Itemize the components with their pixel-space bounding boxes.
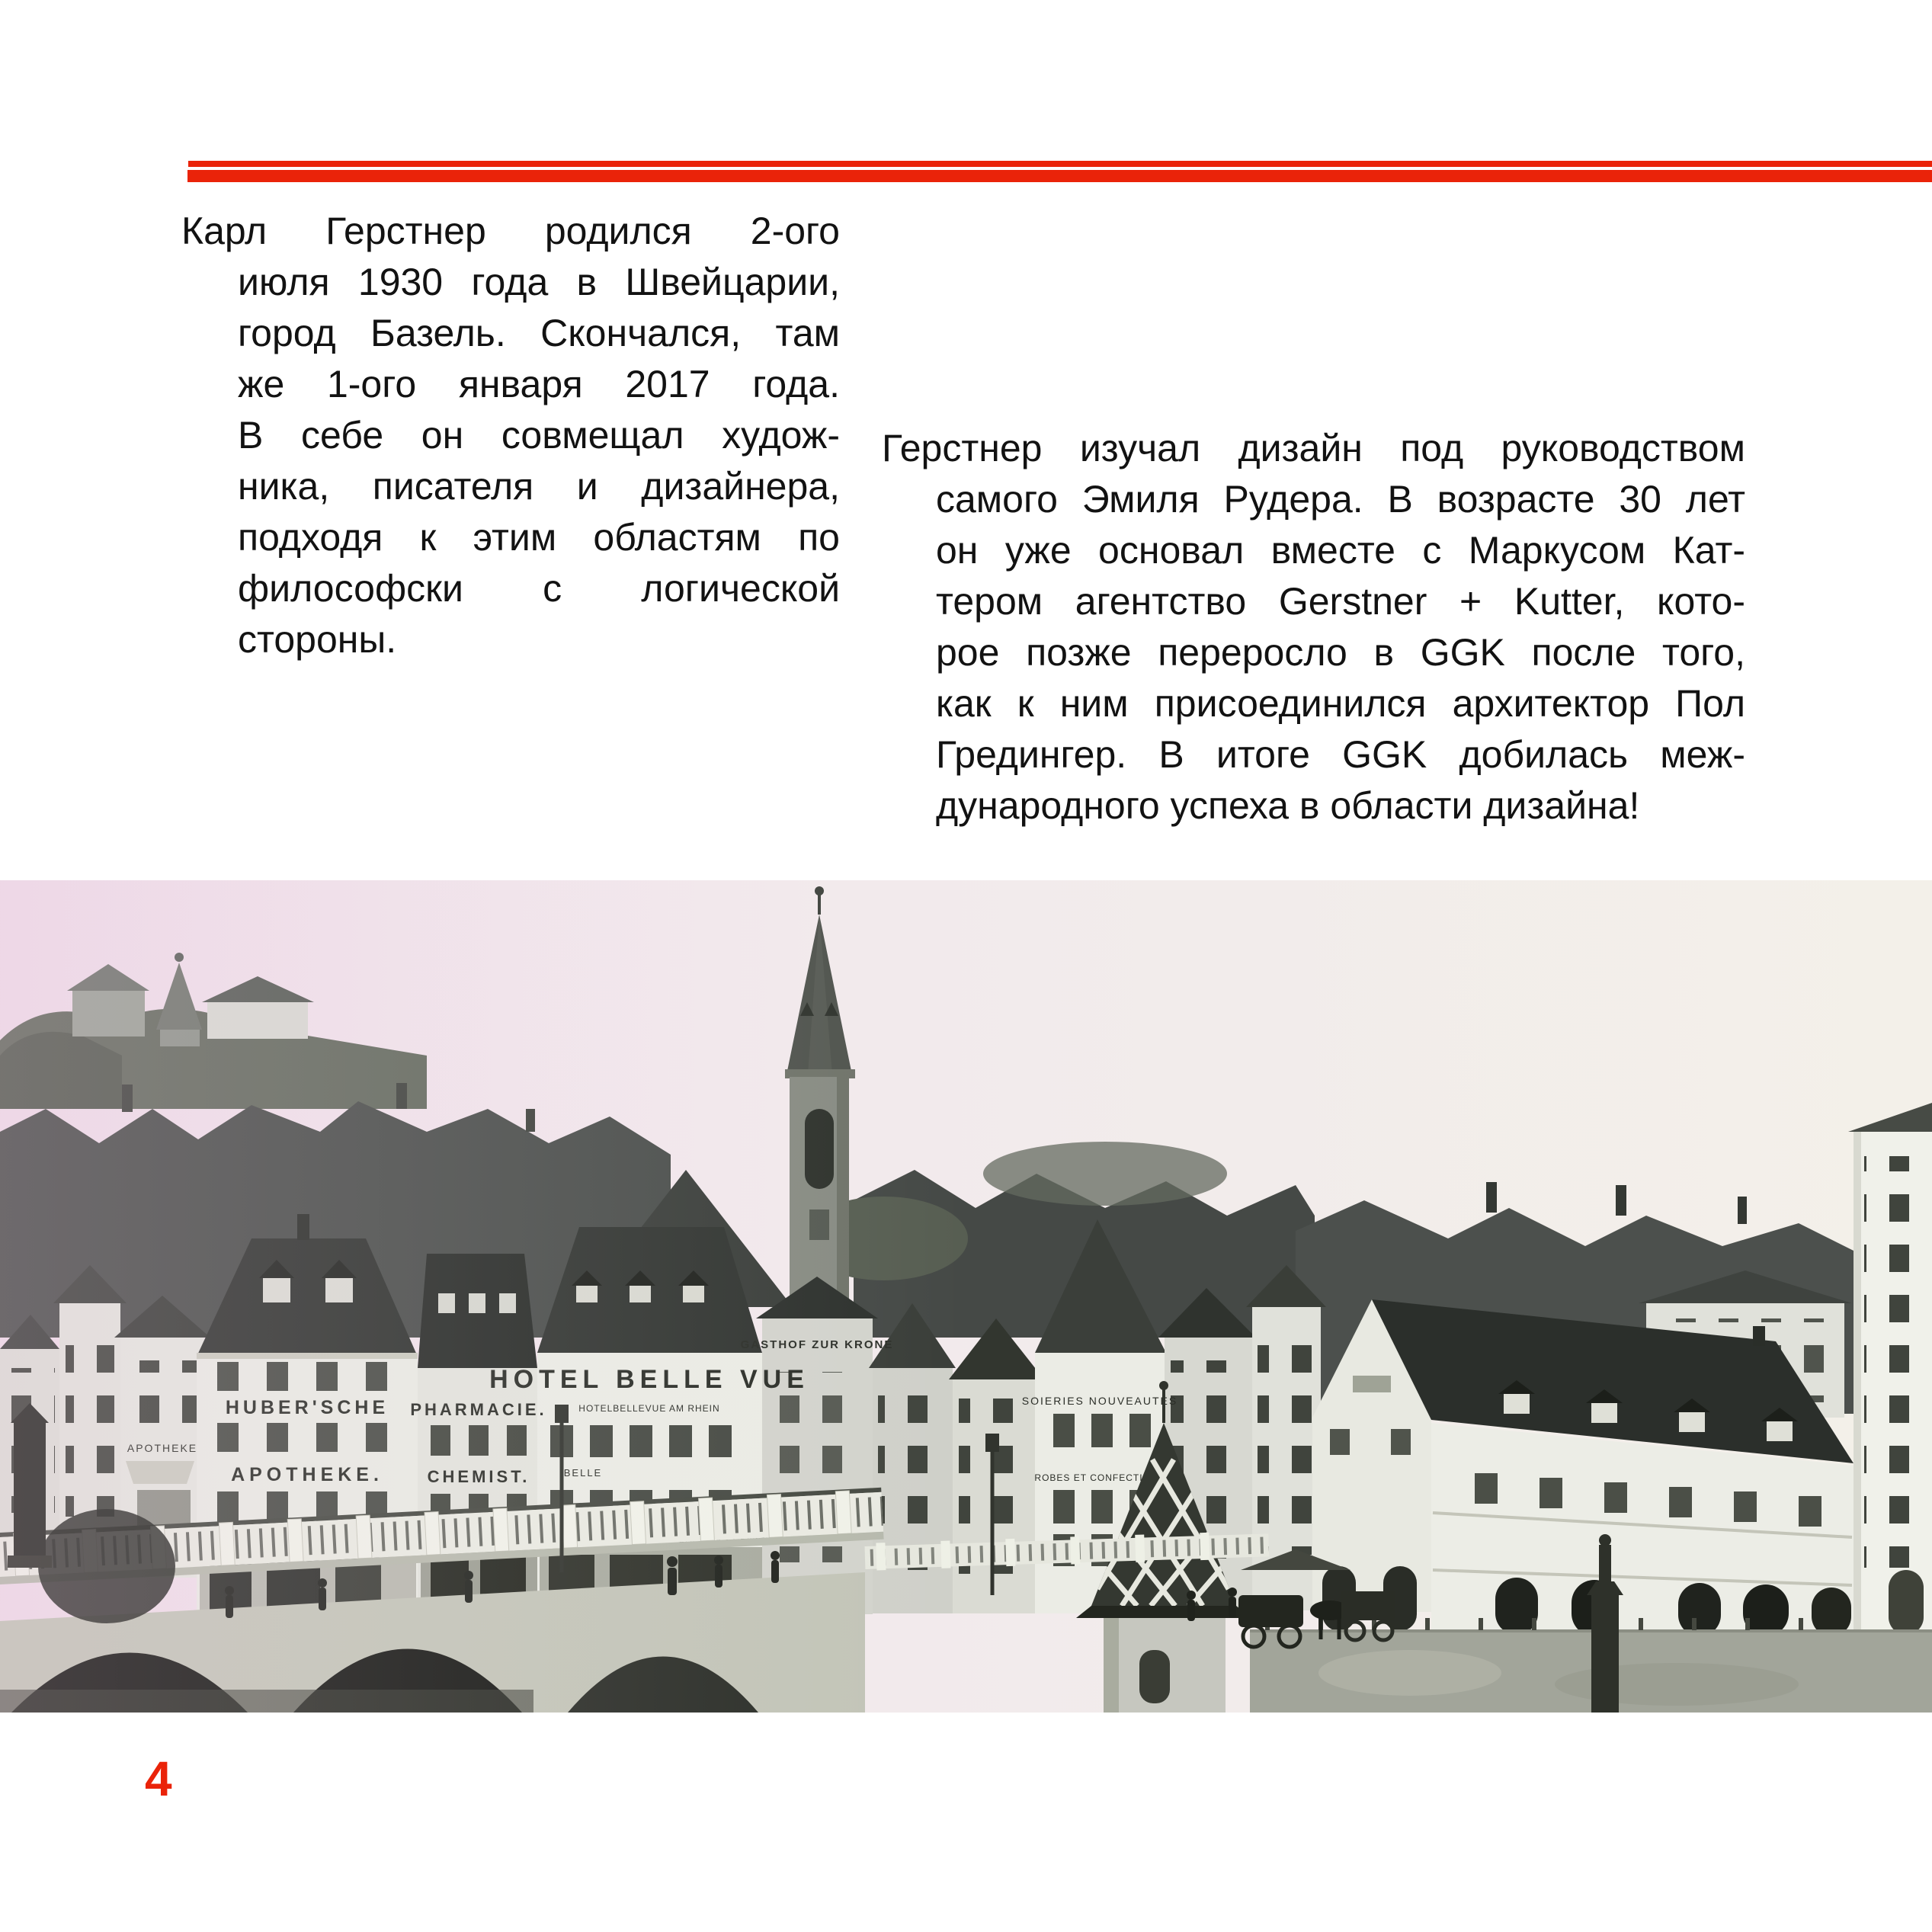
paragraph-line: он уже основал вместе с Маркусом Кат- — [936, 529, 1745, 572]
paragraph-line: же 1-ого января 2017 года. — [238, 363, 840, 405]
paragraph-line: ника, писателя и дизайнера, — [238, 465, 840, 508]
career-paragraph — [882, 423, 1745, 831]
paragraph-line: как к ним присоединился архитектор Пол — [936, 682, 1745, 725]
pink-tint — [0, 880, 1932, 1713]
paragraph-line: город Базель. Скончался, там — [238, 312, 840, 354]
paragraph-line: рое позже переросло в GGK после того, — [936, 631, 1745, 674]
red-rule-thick — [187, 170, 1932, 182]
paragraph-line: Гредингер. В итоге GGK добилась меж- — [936, 733, 1745, 776]
paragraph-line: стороны. — [238, 618, 397, 661]
paragraph-line: июля 1930 года в Швейцарии, — [238, 261, 840, 303]
paragraph-line: тером агентство Gerstner + Kutter, кото- — [936, 580, 1745, 623]
paragraph-line: Карл Герстнер родился 2-ого — [181, 210, 840, 252]
biography-paragraph — [181, 206, 840, 665]
paragraph-line: В себе он совмещал худож- — [238, 414, 840, 457]
paragraph-line: Герстнер изучал дизайн под руководством — [882, 427, 1745, 469]
paragraph-line: дународного успеха в области дизайна! — [936, 784, 1640, 827]
historic-basel-photo — [0, 880, 1932, 1713]
paragraph-line: подходя к этим областям по — [238, 516, 840, 559]
page-number: 4 — [145, 1751, 172, 1806]
paragraph-line: философски с логической — [238, 567, 840, 610]
paragraph-line: самого Эмиля Рудера. В возрасте 30 лет — [936, 478, 1745, 521]
red-rule-thin — [188, 161, 1932, 167]
